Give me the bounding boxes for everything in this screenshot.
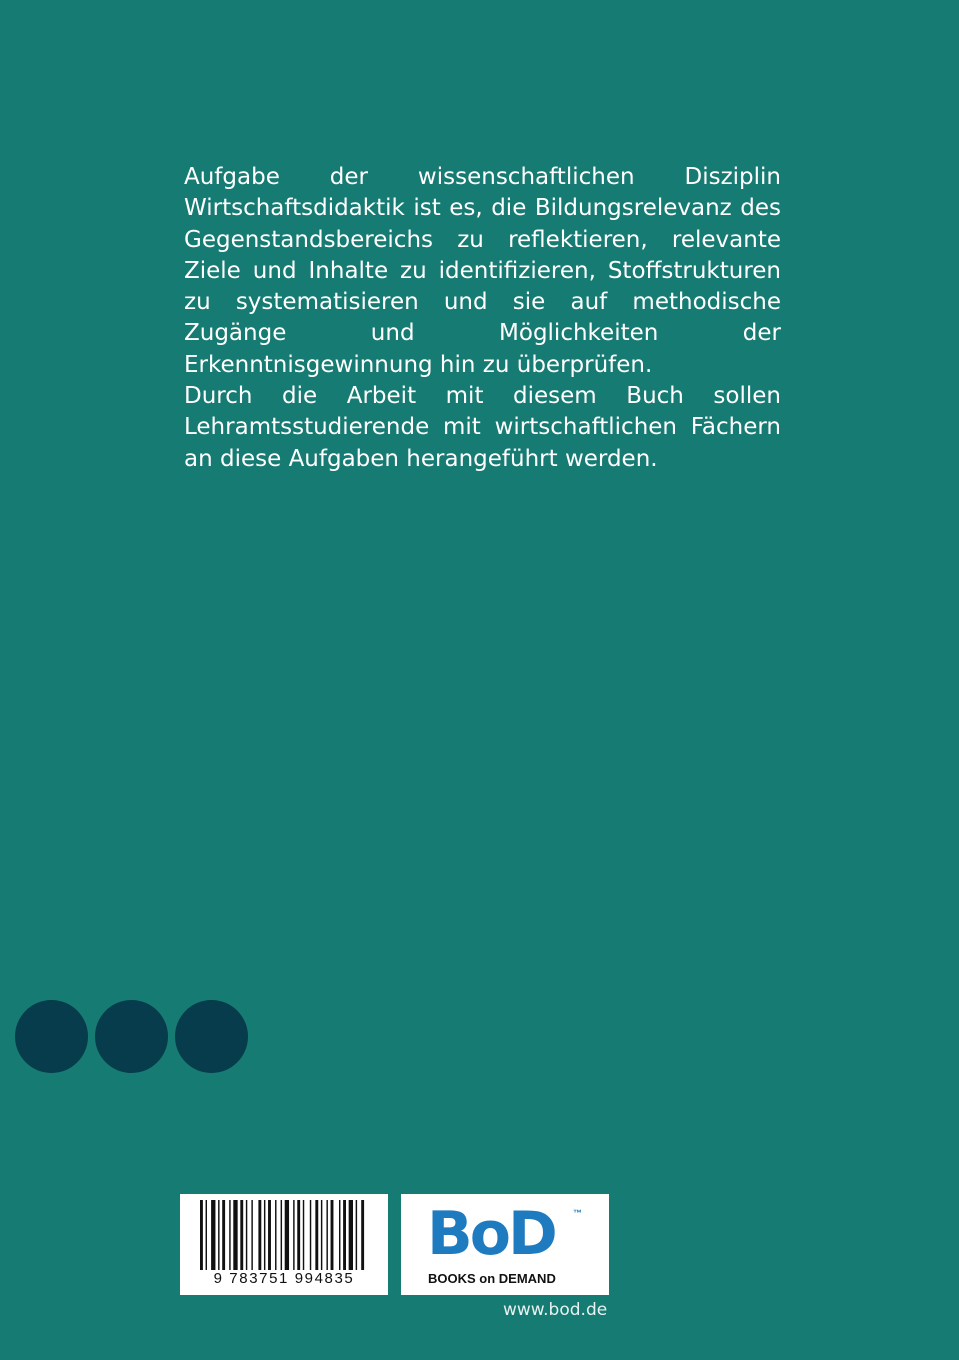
bod-logo-text: BoD (427, 1199, 555, 1269)
dot-2 (95, 1000, 168, 1073)
dot-1 (15, 1000, 88, 1073)
blurb-paragraph-2: Durch die Arbeit mit diesem Buch sollen Lehramtsstudierende mit wirtschaftlichen Fächern an diese Aufgaben herangeführt werden. (184, 383, 781, 472)
blurb (184, 162, 781, 475)
publisher-logo (401, 1194, 609, 1295)
blurb-paragraph-1: Aufgabe der wissenschaftlichen Disziplin Wirtschaftsdidaktik ist es, die Bildungsrelevanz des Gegenstandsbereichs zu reflektieren, relevante Ziele und Inhalte zu identifizieren, Stoffstrukturen zu systematisieren und sie auf methodische Zugänge und Möglichkeiten der Erkenntnisgewinnung hin zu überprüfen. (184, 164, 781, 378)
publisher-tagline: BOOKS on DEMAND (428, 1271, 556, 1286)
isbn-number: 9 783751 994835 (213, 1270, 355, 1287)
dot-3 (175, 1000, 248, 1073)
publisher-url: www.bod.de (503, 1300, 608, 1320)
isbn-barcode (180, 1194, 388, 1295)
trademark-mark: ™ (573, 1208, 582, 1218)
